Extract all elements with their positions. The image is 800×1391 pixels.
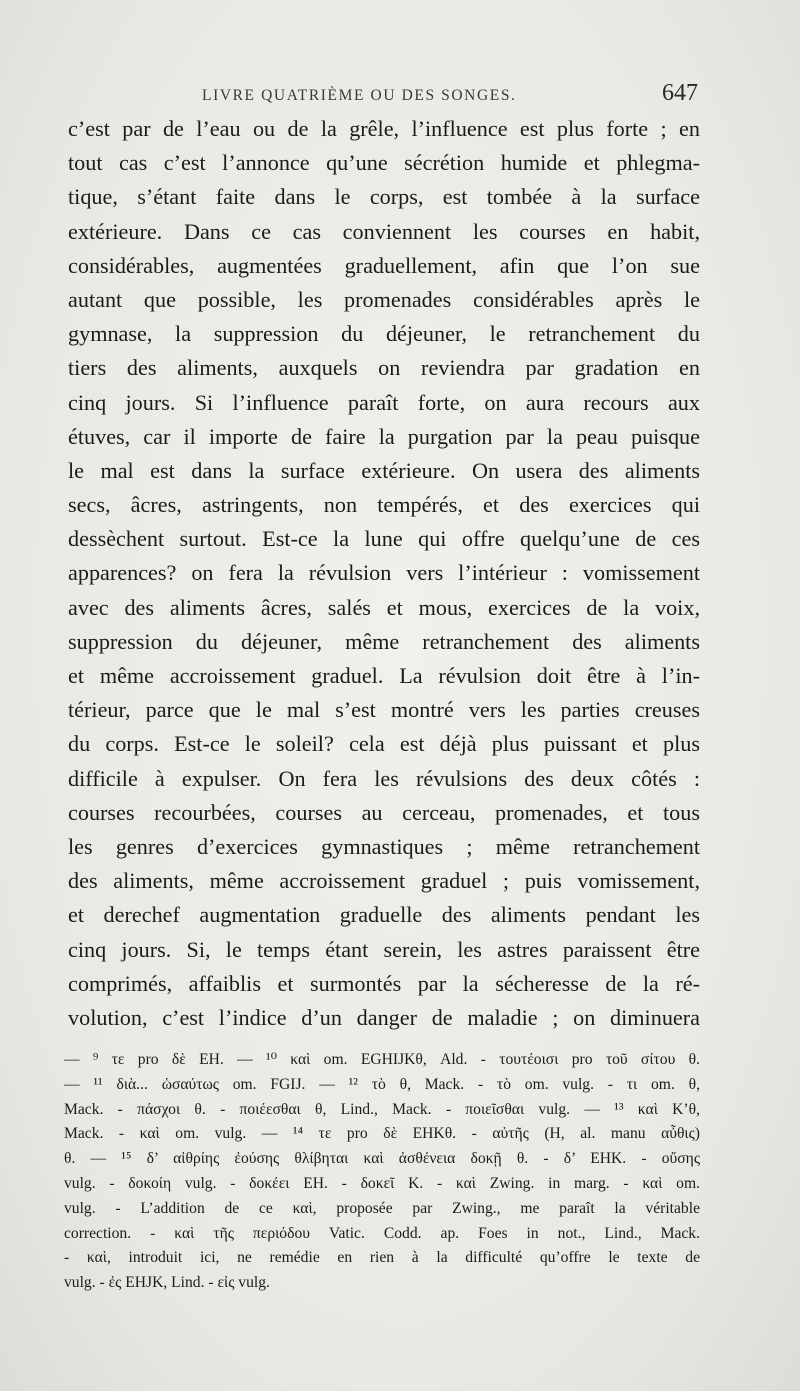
footnote-line: vulg. - L’addition de ce καὶ, proposée par Zwing., me paraît la véritable (64, 1199, 700, 1217)
footnote-line: - καὶ, introduit ici, ne remédie en rien à la difficulté qu’offre le texte de (64, 1249, 700, 1267)
footnote-line: Mack. - καὶ om. vulg. — ¹⁴ τε pro δὲ EHKθ. - αὐτῆς (H, al. manu αὖθις) (64, 1125, 700, 1143)
footnote-line: vulg. - δοκοίη vulg. - δοκέει EH. - δοκεῖ K. - καὶ Zwing. in marg. - καὶ om. (64, 1174, 700, 1192)
text-line: courses recourbées, courses au cerceau, promenades, et tous (68, 799, 700, 825)
text-line: cinq jours. Si, le temps étant serein, les astres paraissent être (68, 936, 700, 962)
page-number: 647 (662, 80, 698, 106)
footnote-line: vulg. - ἐς EHJK, Lind. - εἰς vulg. (64, 1274, 270, 1292)
text-line: considérables, augmentées graduellement, afin que l’on sue (68, 252, 700, 278)
text-line: c’est par de l’eau ou de la grêle, l’influence est plus forte ; en (68, 116, 700, 141)
text-line: tout cas c’est l’annonce qu’une sécrétion humide et phlegma- (68, 150, 700, 176)
footnote-line: — ⁹ τε pro δὲ EH. — ¹⁰ καὶ om. EGHIJKθ, Ald. - τουτέοισι pro τοῦ σίτου θ. (64, 1051, 700, 1068)
text-line: dessèchent surtout. Est-ce la lune qui offre quelqu’une de ces (68, 526, 700, 552)
text-line: extérieure. Dans ce cas conviennent les courses en habit, (68, 218, 700, 244)
text-line: suppression du déjeuner, même retranchement des aliments (68, 628, 700, 654)
text-line: et même accroissement graduel. La révulsion doit être à l’in- (68, 663, 700, 688)
text-line: tique, s’étant faite dans le corps, est tombée à la surface (68, 184, 700, 210)
text-line: cinq jours. Si l’influence paraît forte, on aura recours aux (68, 389, 700, 415)
text-line: le mal est dans la surface extérieure. On usera des aliments (68, 457, 700, 483)
footnote-line: — ¹¹ διὰ... ὡσαύτως om. FGIJ. — ¹² τὸ θ, Mack. - τὸ om. vulg. - τι om. θ, (64, 1075, 700, 1093)
text-line: les genres d’exercices gymnastiques ; même retranchement (68, 833, 700, 859)
text-line: térieur, parce que le mal s’est montré vers les parties creuses (68, 697, 700, 723)
text-line: du corps. Est-ce le soleil? cela est déjà plus puissant et plus (68, 731, 700, 757)
main-text (68, 112, 700, 1035)
text-line: étuves, car il importe de faire la purgation par la peau puisque (68, 423, 700, 449)
text-line: difficile à expulser. On fera les révulsions des deux côtés : (68, 765, 700, 791)
footnotes (64, 1048, 700, 1296)
footnote-line: correction. - καὶ τῆς περιόδου Vatic. Codd. ap. Foes in not., Lind., Mack. (64, 1224, 700, 1242)
footnote-line: Mack. - πάσχοι θ. - ποιέεσθαι θ, Lind., Mack. - ποιεῖσθαι vulg. — ¹³ καὶ K’θ, (64, 1100, 700, 1118)
text-line: tiers des aliments, auxquels on reviendra par gradation en (68, 355, 700, 381)
text-line: et derechef augmentation graduelle des aliments pendant les (68, 902, 700, 928)
text-line: gymnase, la suppression du déjeuner, le retranchement du (68, 321, 700, 347)
text-line: secs, âcres, astringents, non tempérés, et des exercices qui (68, 492, 700, 518)
text-line: volution, c’est l’indice d’un danger de maladie ; on diminuera (68, 1004, 700, 1030)
text-line: apparences? on fera la révulsion vers l’intérieur : vomissement (68, 560, 700, 586)
text-line: comprimés, affaiblis et surmontés par la sécheresse de la ré- (68, 970, 700, 996)
running-head: LIVRE QUATRIÈME OU DES SONGES. (202, 87, 517, 104)
text-line: des aliments, même accroissement graduel ; puis vomissement, (68, 868, 700, 894)
text-line: avec des aliments âcres, salés et mous, exercices de la voix, (68, 594, 700, 620)
text-line: autant que possible, les promenades considérables après le (68, 286, 700, 312)
page-header (70, 80, 700, 116)
footnote-line: θ. — ¹⁵ δ’ αἰθρίης ἐούσης θλίβηται καὶ ἀσθένεια δοκῇ θ. - δ’ EHK. - οὔσης (64, 1150, 700, 1168)
